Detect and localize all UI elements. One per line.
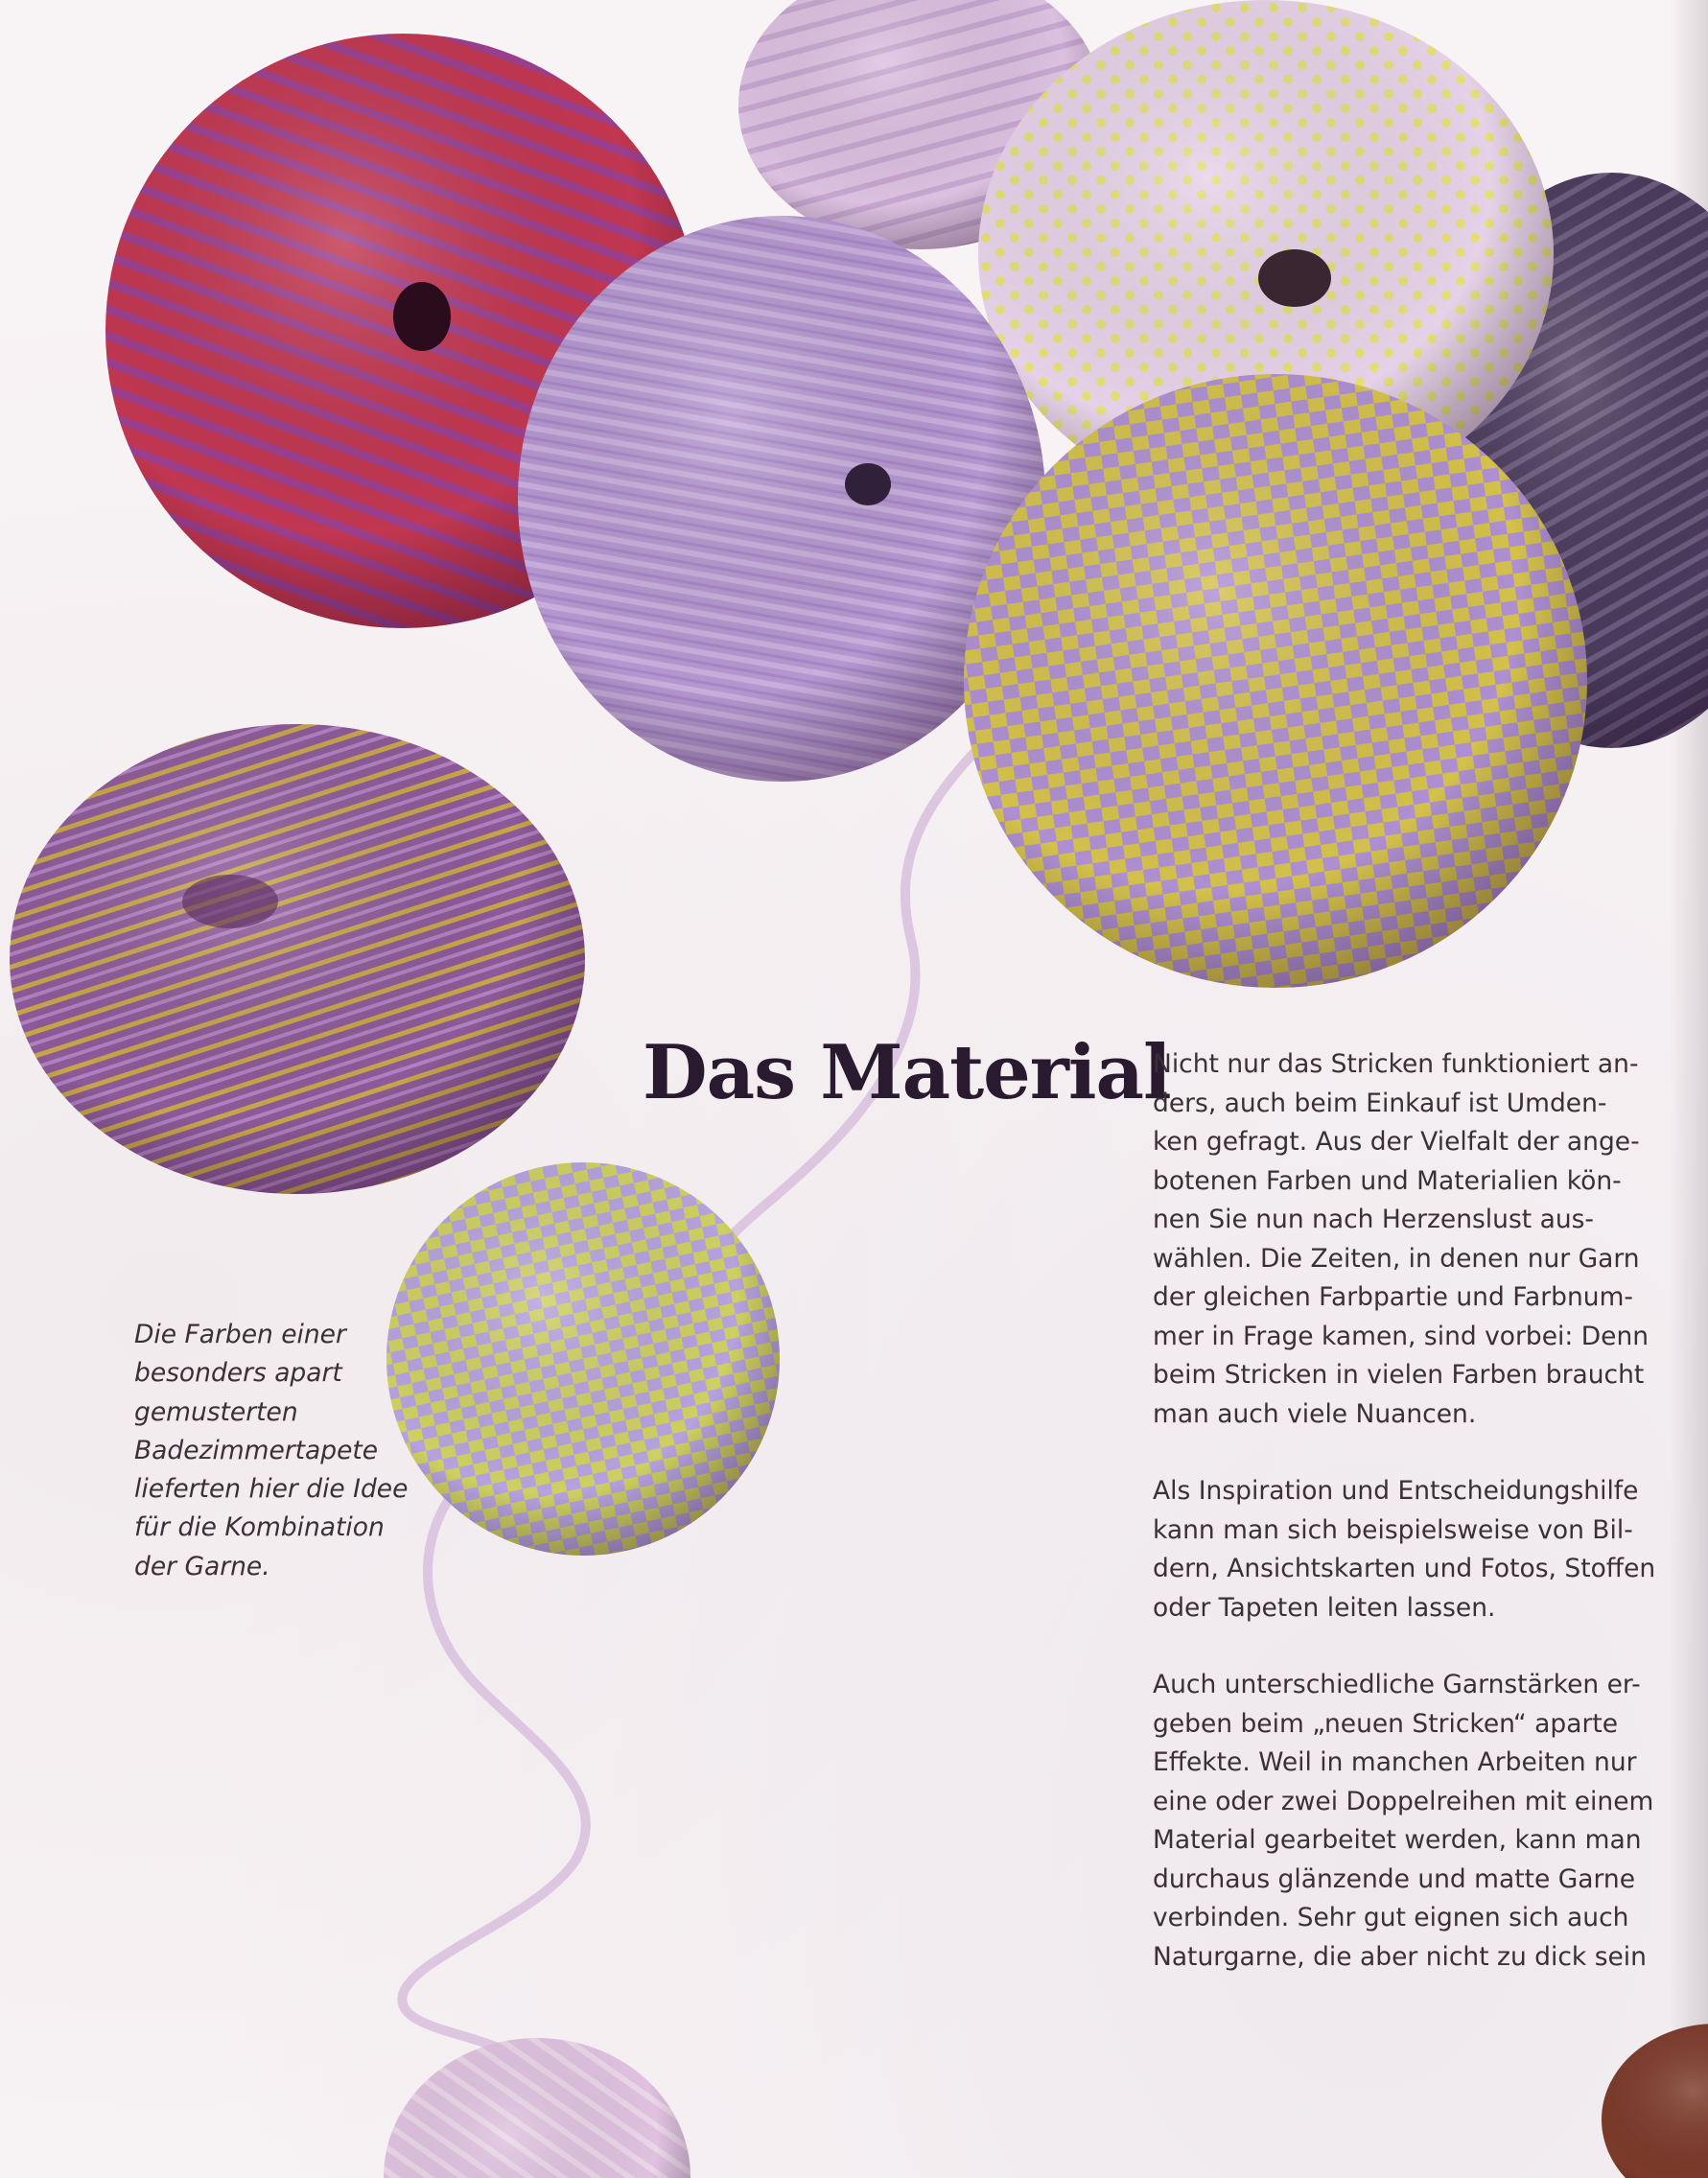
text-line: man auch viele Nuancen. — [1153, 1398, 1477, 1429]
caption-line: der Garne. — [134, 1551, 270, 1581]
text-line: wählen. Die Zeiten, in denen nur Garn — [1153, 1243, 1640, 1274]
yarn-ball-icon — [386, 1162, 780, 1556]
caption-line: Badezimmertapete — [134, 1435, 379, 1465]
text-line: Als Inspiration und Entscheidungshilfe — [1153, 1476, 1639, 1506]
paragraph — [1153, 1472, 1656, 1628]
text-line: Material gearbeitet werden, kann man — [1153, 1825, 1642, 1855]
photo-caption — [134, 1316, 422, 1586]
text-line: Effekte. Weil in manchen Arbeiten nur — [1153, 1747, 1637, 1777]
paragraph — [1153, 1045, 1650, 1434]
text-line: beim Stricken in vielen Farben braucht — [1153, 1360, 1645, 1390]
text-line: ders, auch beim Einkauf ist Umden- — [1153, 1088, 1607, 1118]
text-line: Auch unterschiedliche Garnstärken er- — [1153, 1670, 1641, 1699]
yarn-ball-icon — [384, 2038, 690, 2178]
yarn-ball-icon — [10, 724, 585, 1194]
text-line: kann man sich beispielsweise von Bil- — [1153, 1514, 1633, 1545]
body-text — [1153, 1045, 1656, 2015]
text-line: mer in Frage kamen, sind vorbei: Denn — [1153, 1321, 1650, 1351]
caption-line: für die Kombination — [134, 1512, 385, 1543]
text-line: der gleichen Farbpartie und Farbnum- — [1153, 1282, 1633, 1312]
text-line: Nicht nur das Stricken funktioniert an- — [1153, 1049, 1639, 1079]
text-line: dern, Ansichtskarten und Fotos, Stoffen — [1153, 1554, 1656, 1583]
text-line: durchaus glänzende und matte Garne — [1153, 1863, 1636, 1894]
yarn-ball-icon — [1602, 2024, 1708, 2178]
text-line: oder Tapeten leiten lassen. — [1153, 1592, 1496, 1623]
text-line: eine oder zwei Doppelreihen mit einem — [1153, 1786, 1654, 1816]
yarn-ball-icon — [964, 374, 1587, 988]
text-line: verbinden. Sehr gut eignen sich auch — [1153, 1903, 1629, 1932]
text-line: botenen Farben und Materialien kön- — [1153, 1165, 1622, 1196]
section-heading: Das Material — [643, 1029, 1171, 1116]
text-line: nen Sie nun nach Herzenslust aus- — [1153, 1205, 1594, 1234]
text-line: Naturgarne, die aber nicht zu dick sein — [1153, 1941, 1647, 1972]
text-line: ken gefragt. Aus der Vielfalt der ange- — [1153, 1127, 1640, 1157]
caption-line: gemusterten — [134, 1396, 298, 1427]
caption-line: besonders apart — [134, 1358, 342, 1389]
caption-line: lieferten hier die Idee — [134, 1474, 409, 1505]
text-line: geben beim „neuen Stricken“ aparte — [1153, 1708, 1619, 1739]
paragraph — [1153, 1666, 1654, 1977]
caption-line: Die Farben einer — [134, 1320, 346, 1349]
